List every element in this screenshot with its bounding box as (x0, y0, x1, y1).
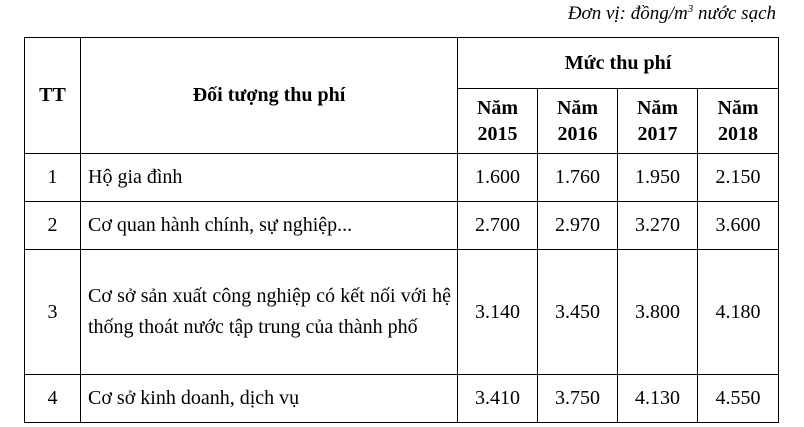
header-row-top (25, 38, 779, 89)
fee-2016: 2.970 (538, 202, 618, 250)
row-subject: Hộ gia đình (81, 154, 458, 202)
header-year-2018 (698, 89, 779, 154)
header-fee-group: Mức thu phí (458, 38, 779, 89)
fee-2018: 2.150 (698, 154, 779, 202)
fee-2016: 3.750 (538, 375, 618, 423)
fee-2018: 3.600 (698, 202, 779, 250)
row-number: 2 (25, 202, 81, 250)
year-value: 2016 (557, 123, 598, 145)
unit-note (568, 2, 776, 26)
fee-2015: 2.700 (458, 202, 538, 250)
row-number: 4 (25, 375, 81, 423)
unit-note-prefix: Đơn vị: đồng/m (567, 3, 688, 24)
row-number: 3 (25, 250, 81, 375)
table-row (25, 375, 779, 423)
row-subject: Cơ sở kinh doanh, dịch vụ (81, 375, 458, 423)
fee-table (24, 37, 779, 423)
year-label: Năm (717, 97, 759, 119)
fee-2017: 1.950 (618, 154, 698, 202)
unit-note-superscript: 3 (687, 3, 694, 15)
fee-2018: 4.180 (698, 250, 779, 375)
unit-note-suffix: nước sạch (693, 3, 776, 24)
fee-2016: 3.450 (538, 250, 618, 375)
fee-2015: 3.410 (458, 375, 538, 423)
header-year-2015 (458, 89, 538, 154)
year-value: 2017 (637, 123, 678, 145)
table-row (25, 250, 779, 375)
fee-2015: 1.600 (458, 154, 538, 202)
fee-2017: 3.270 (618, 202, 698, 250)
header-tt: TT (25, 38, 81, 154)
table-row (25, 154, 779, 202)
fee-2015: 3.140 (458, 250, 538, 375)
fee-2018: 4.550 (698, 375, 779, 423)
year-value: 2015 (477, 123, 518, 145)
fee-2017: 3.800 (618, 250, 698, 375)
header-year-2017 (618, 89, 698, 154)
row-number: 1 (25, 154, 81, 202)
year-label: Năm (476, 97, 519, 119)
row-subject: Cơ quan hành chính, sự nghiệp... (81, 202, 458, 250)
year-label: Năm (636, 97, 679, 119)
header-year-2016 (538, 89, 618, 154)
year-value: 2018 (718, 123, 759, 145)
year-label: Năm (556, 97, 599, 119)
row-subject: Cơ sở sản xuất công nghiệp có kết nối với hệ thống thoát nước tập trung của thành phố (81, 250, 458, 375)
fee-2017: 4.130 (618, 375, 698, 423)
fee-2016: 1.760 (538, 154, 618, 202)
table-row (25, 202, 779, 250)
header-subject: Đối tượng thu phí (81, 38, 458, 154)
